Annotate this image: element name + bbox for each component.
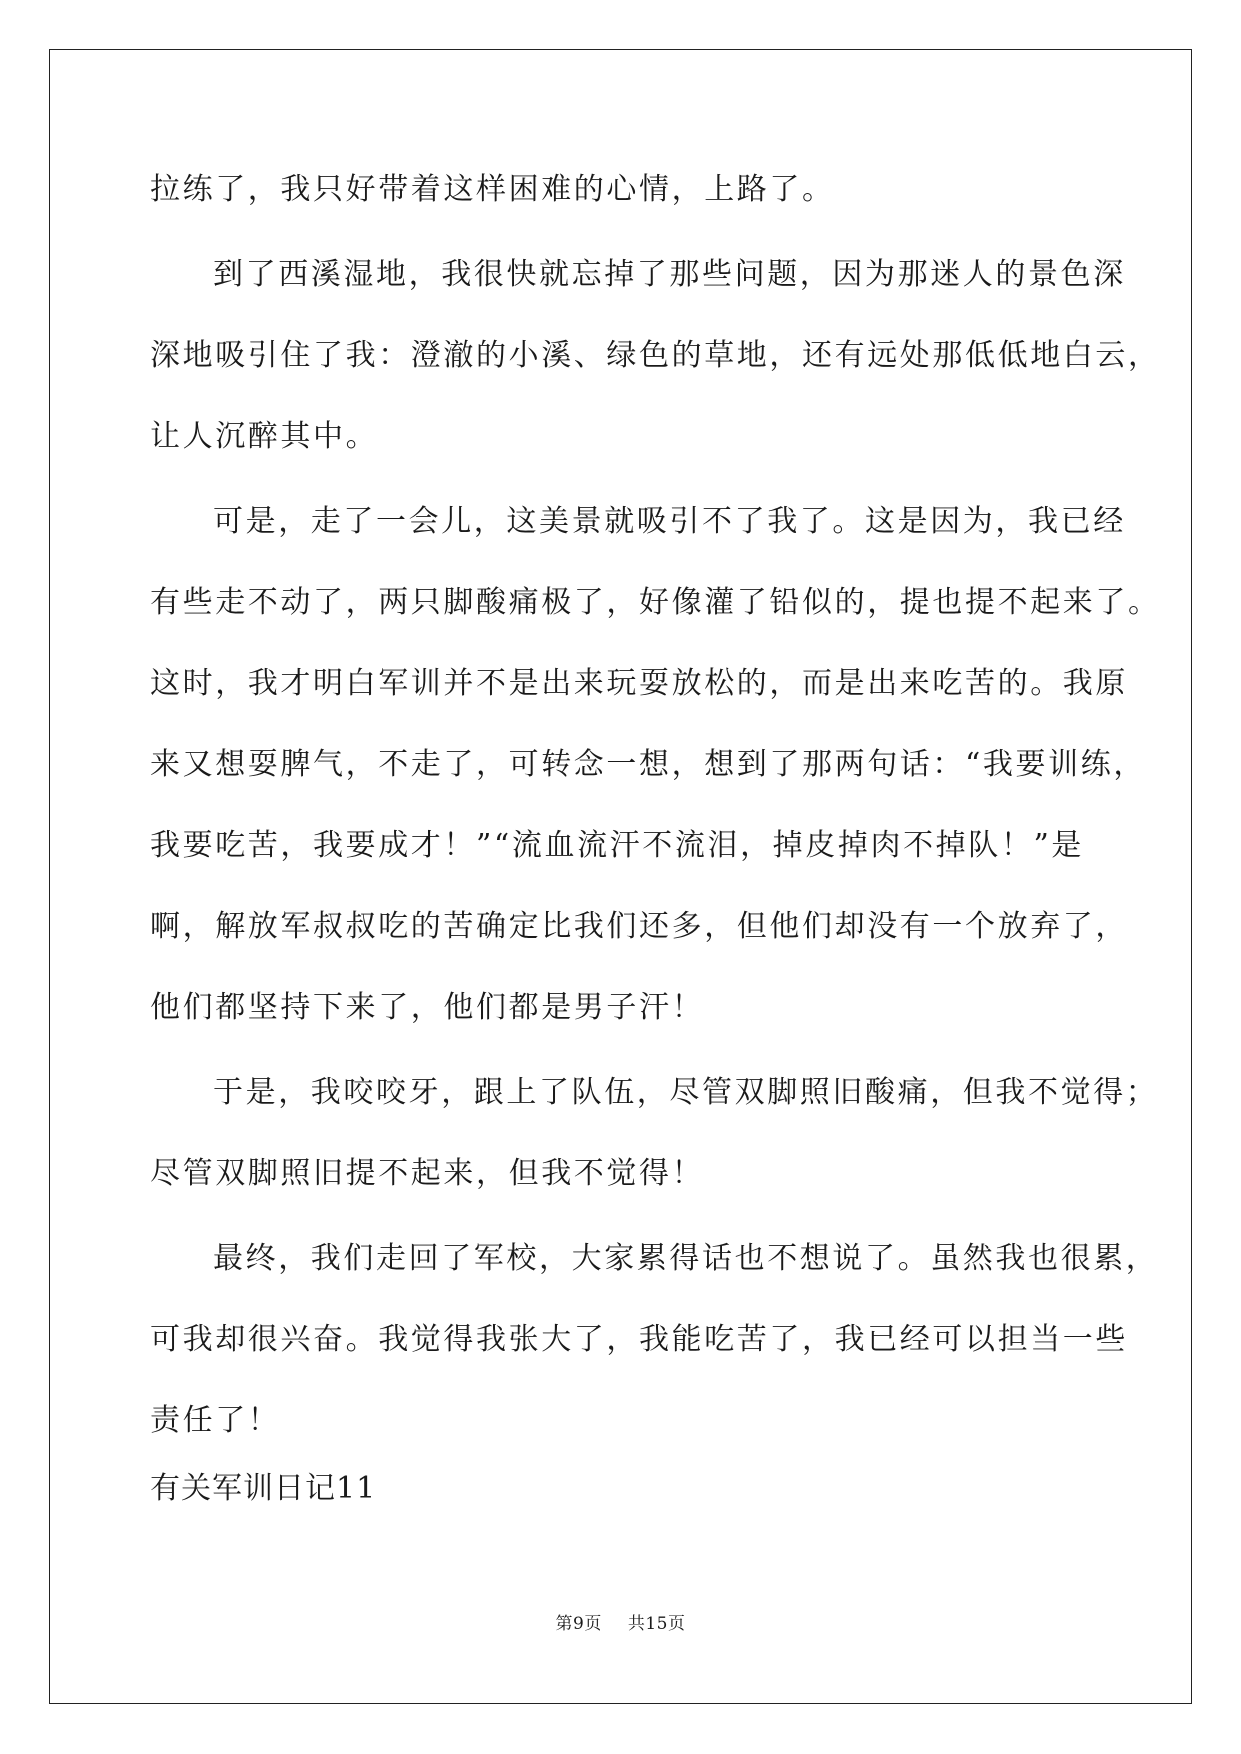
text-line: 让人沉醉其中。 [150, 419, 379, 454]
page-border [49, 49, 1192, 1704]
text-line: 最终，我们走回了军校，大家累得话也不想说了。虽然我也很累， [213, 1241, 1159, 1276]
page-footer [0, 1612, 1241, 1636]
text-line: 我要吃苦，我要成才！”“流血流汗不流泪，掉皮掉肉不掉队！”是 [150, 828, 1085, 863]
page-number: 第9页 [555, 1614, 602, 1634]
text-line: 可我却很兴奋。我觉得我张大了，我能吃苦了，我已经可以担当一些 [150, 1322, 1128, 1357]
text-line: 可是，走了一会儿，这美景就吸引不了我了。这是因为，我已经 [213, 504, 1126, 539]
text-line: 责任了！ [150, 1403, 281, 1438]
text-line: 有些走不动了，两只脚酸痛极了，好像灌了铅似的，提也提不起来了。 [150, 585, 1161, 620]
text-line: 深地吸引住了我：澄澈的小溪、绿色的草地，还有远处那低低地白云， [150, 338, 1161, 373]
text-line: 啊，解放军叔叔吃的苦确定比我们还多，但他们却没有一个放弃了， [150, 909, 1128, 944]
text-line: 这时，我才明白军训并不是出来玩耍放松的，而是出来吃苦的。我原 [150, 666, 1128, 701]
page-total: 共15页 [627, 1614, 686, 1634]
text-line: 尽管双脚照旧提不起来，但我不觉得！ [150, 1156, 705, 1191]
text-line: 于是，我咬咬牙，跟上了队伍，尽管双脚照旧酸痛，但我不觉得； [213, 1075, 1159, 1110]
text-line: 拉练了，我只好带着这样困难的心情，上路了。 [150, 172, 835, 207]
text-line: 来又想耍脾气，不走了，可转念一想，想到了那两句话：“我要训练， [150, 747, 1146, 782]
section-heading: 有关军训日记11 [150, 1471, 377, 1506]
text-line: 到了西溪湿地，我很快就忘掉了那些问题，因为那迷人的景色深 [213, 257, 1126, 292]
text-line: 他们都坚持下来了，他们都是男子汗！ [150, 990, 705, 1025]
